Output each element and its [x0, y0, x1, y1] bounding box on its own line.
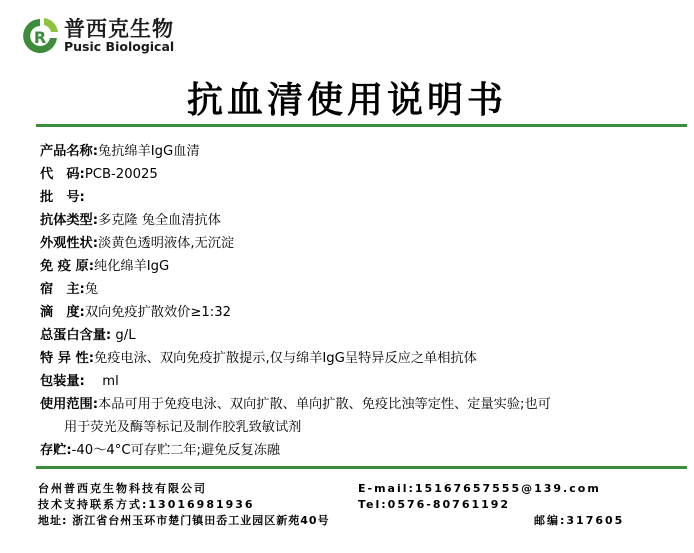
bottom-divider	[36, 466, 687, 469]
field-label: 宿 主:	[40, 282, 85, 297]
field-row-antibody-type	[40, 209, 680, 232]
field-row-storage	[40, 439, 680, 462]
brand-logo-icon	[20, 16, 60, 56]
field-label: 产品名称:	[40, 144, 99, 159]
footer-postcode: 邮编:317605	[534, 514, 625, 527]
field-label: 外观性状:	[40, 236, 99, 251]
footer-address: 地址: 浙江省台州玉环市楚门镇田岙工业园区新苑40号	[38, 514, 330, 527]
product-field-list	[40, 140, 680, 462]
brand-name-en: Pusic Biological	[64, 39, 175, 54]
page-title: 抗血清使用说明书	[186, 80, 507, 121]
field-label: 包装量:	[40, 374, 85, 389]
field-value: 多克隆 兔全血清抗体	[98, 213, 221, 228]
field-row-usage	[40, 393, 680, 416]
field-row-product-name	[40, 140, 680, 163]
field-row-batch	[40, 186, 680, 209]
field-row-specificity	[40, 347, 680, 370]
footer-tel: Tel:0576-80761192	[358, 498, 511, 511]
footer-company: 台州普西克生物科技有限公司	[38, 482, 207, 495]
field-label: 免 疫 原:	[40, 259, 95, 274]
field-row-immunogen	[40, 255, 680, 278]
field-row-host	[40, 278, 680, 301]
footer-phone: 技术支持联系方式:13016981936	[38, 498, 255, 511]
field-label: 存贮:	[40, 443, 72, 458]
field-label: 批 号:	[40, 190, 85, 205]
brand-name-cn: 普西克生物	[64, 17, 174, 41]
field-value: 免疫电泳、双向免疫扩散提示,仅与绵羊IgG呈特异反应之单相抗体	[94, 351, 477, 366]
field-label: 抗体类型:	[40, 213, 99, 228]
field-row-package	[40, 370, 680, 393]
field-label: 总蛋白含量:	[40, 328, 112, 343]
field-value: 用于荧光及酶等标记及制作胶乳致敏试剂	[64, 420, 302, 435]
footer	[38, 481, 678, 529]
field-row-code	[40, 163, 680, 186]
field-value: 双向免疫扩散效价≥1:32	[84, 305, 232, 320]
top-divider	[36, 124, 687, 127]
brand-logo	[20, 16, 174, 56]
field-value: -40～4°C可存贮二年;避免反复冻融	[71, 443, 281, 458]
logo-letter: R	[33, 28, 47, 47]
field-value: 本品可用于免疫电泳、双向扩散、单向扩散、免疫比浊等定性、定量实验;也可	[98, 397, 551, 412]
field-value: 纯化绵羊IgG	[94, 259, 170, 274]
field-value: ml	[84, 374, 119, 389]
field-row-usage-continued	[40, 416, 680, 439]
field-value: 兔	[84, 282, 99, 297]
field-label: 滴 度:	[40, 305, 85, 320]
field-row-titer	[40, 301, 680, 324]
field-label: 代 码:	[40, 167, 85, 182]
field-value: PCB-20025	[84, 167, 158, 182]
field-value: 淡黄色透明液体,无沉淀	[98, 236, 235, 251]
field-value: g/L	[111, 328, 136, 343]
field-row-appearance	[40, 232, 680, 255]
footer-email: E-mail:15167657555@139.com	[358, 482, 601, 495]
field-label: 特 异 性:	[40, 351, 95, 366]
field-label: 使用范围:	[40, 397, 99, 412]
field-value: 兔抗绵羊IgG血清	[98, 144, 200, 159]
field-row-total-protein	[40, 324, 680, 347]
